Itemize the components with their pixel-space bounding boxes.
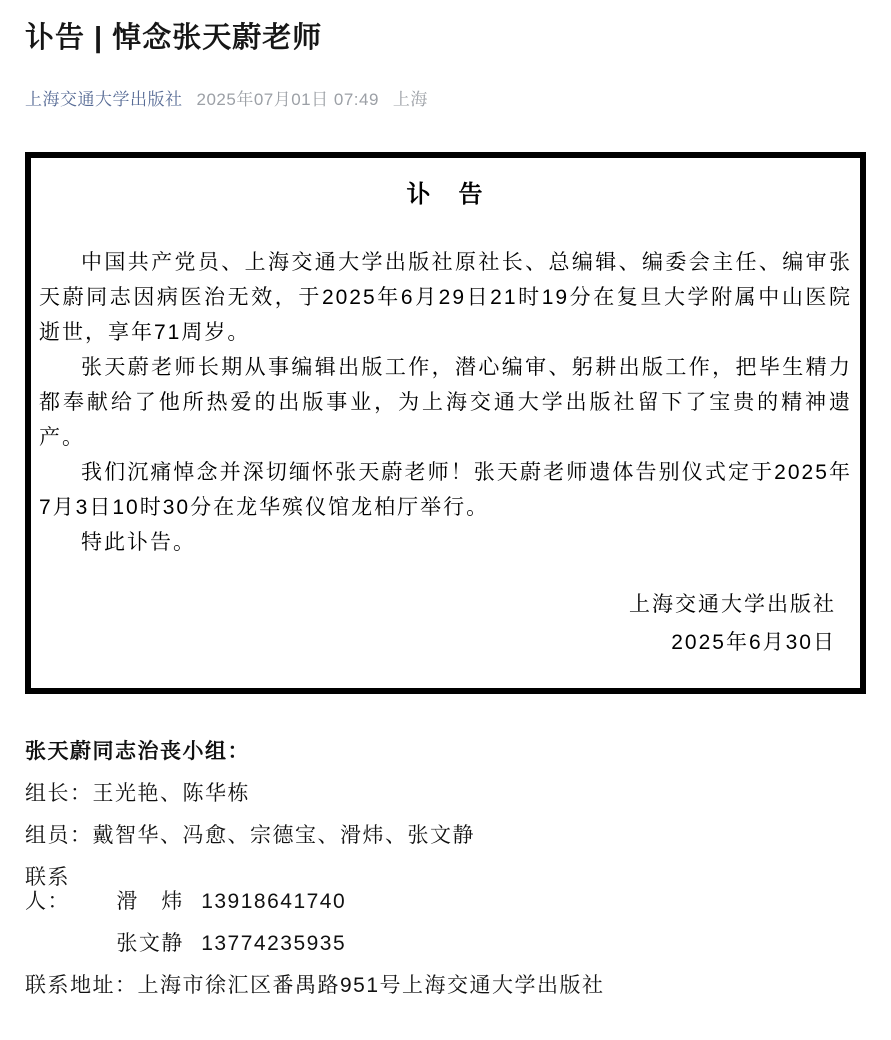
- funeral-group-heading: 张天蔚同志治丧小组：: [25, 739, 250, 763]
- contact-row-2: [25, 932, 866, 956]
- notice-heading: 讣 告: [406, 180, 485, 208]
- leader-line: 组长：王光艳、陈华栋: [25, 781, 250, 805]
- publish-datetime: 2025年07月01日 07:49: [196, 89, 379, 109]
- funeral-group-section: [25, 740, 866, 998]
- obituary-notice-box: [25, 152, 866, 694]
- notice-paragraph-2: 张天蔚老师长期从事编辑出版工作，潜心编审、躬耕出版工作，把毕生精力都奉献给了他所热爱的出版事业，为上海交通大学出版社留下了宝贵的精神遗产。: [39, 355, 852, 449]
- publish-location: 上海: [392, 89, 428, 109]
- notice-paragraph-4: 特此讣告。: [81, 530, 196, 554]
- contact-phone-1: 13918641740: [201, 889, 347, 913]
- notice-signature: [39, 586, 836, 662]
- contact-phone-2: 13774235935: [201, 931, 347, 955]
- publisher-link[interactable]: 上海交通大学出版社: [25, 89, 183, 109]
- signature-date: 2025年6月30日: [671, 630, 836, 654]
- notice-paragraph-3: 我们沉痛悼念并深切缅怀张天蔚老师！张天蔚老师遗体告别仪式定于2025年7月3日10时30分在龙华殡仪馆龙柏厅举行。: [39, 460, 852, 519]
- members-line: 组员：戴智华、冯愈、宗德宝、滑炜、张文静: [25, 823, 475, 847]
- article-meta: [25, 85, 866, 110]
- address-line: 联系地址：上海市徐汇区番禺路951号上海交通大学出版社: [25, 973, 605, 997]
- contact-name-1: 滑 炜: [116, 889, 184, 913]
- signature-org: 上海交通大学出版社: [629, 592, 836, 616]
- article-title: 讣告 | 悼念张天蔚老师: [25, 22, 323, 54]
- contact-row-1: [25, 866, 866, 914]
- contact-label: 联系人：: [25, 865, 70, 913]
- contact-name-2: 张文静: [116, 931, 184, 955]
- notice-paragraph-1: 中国共产党员、上海交通大学出版社原社长、总编辑、编委会主任、编审张天蔚同志因病医治无效，于2025年6月29日21时19分在复旦大学附属中山医院逝世，享年71周岁。: [39, 250, 852, 344]
